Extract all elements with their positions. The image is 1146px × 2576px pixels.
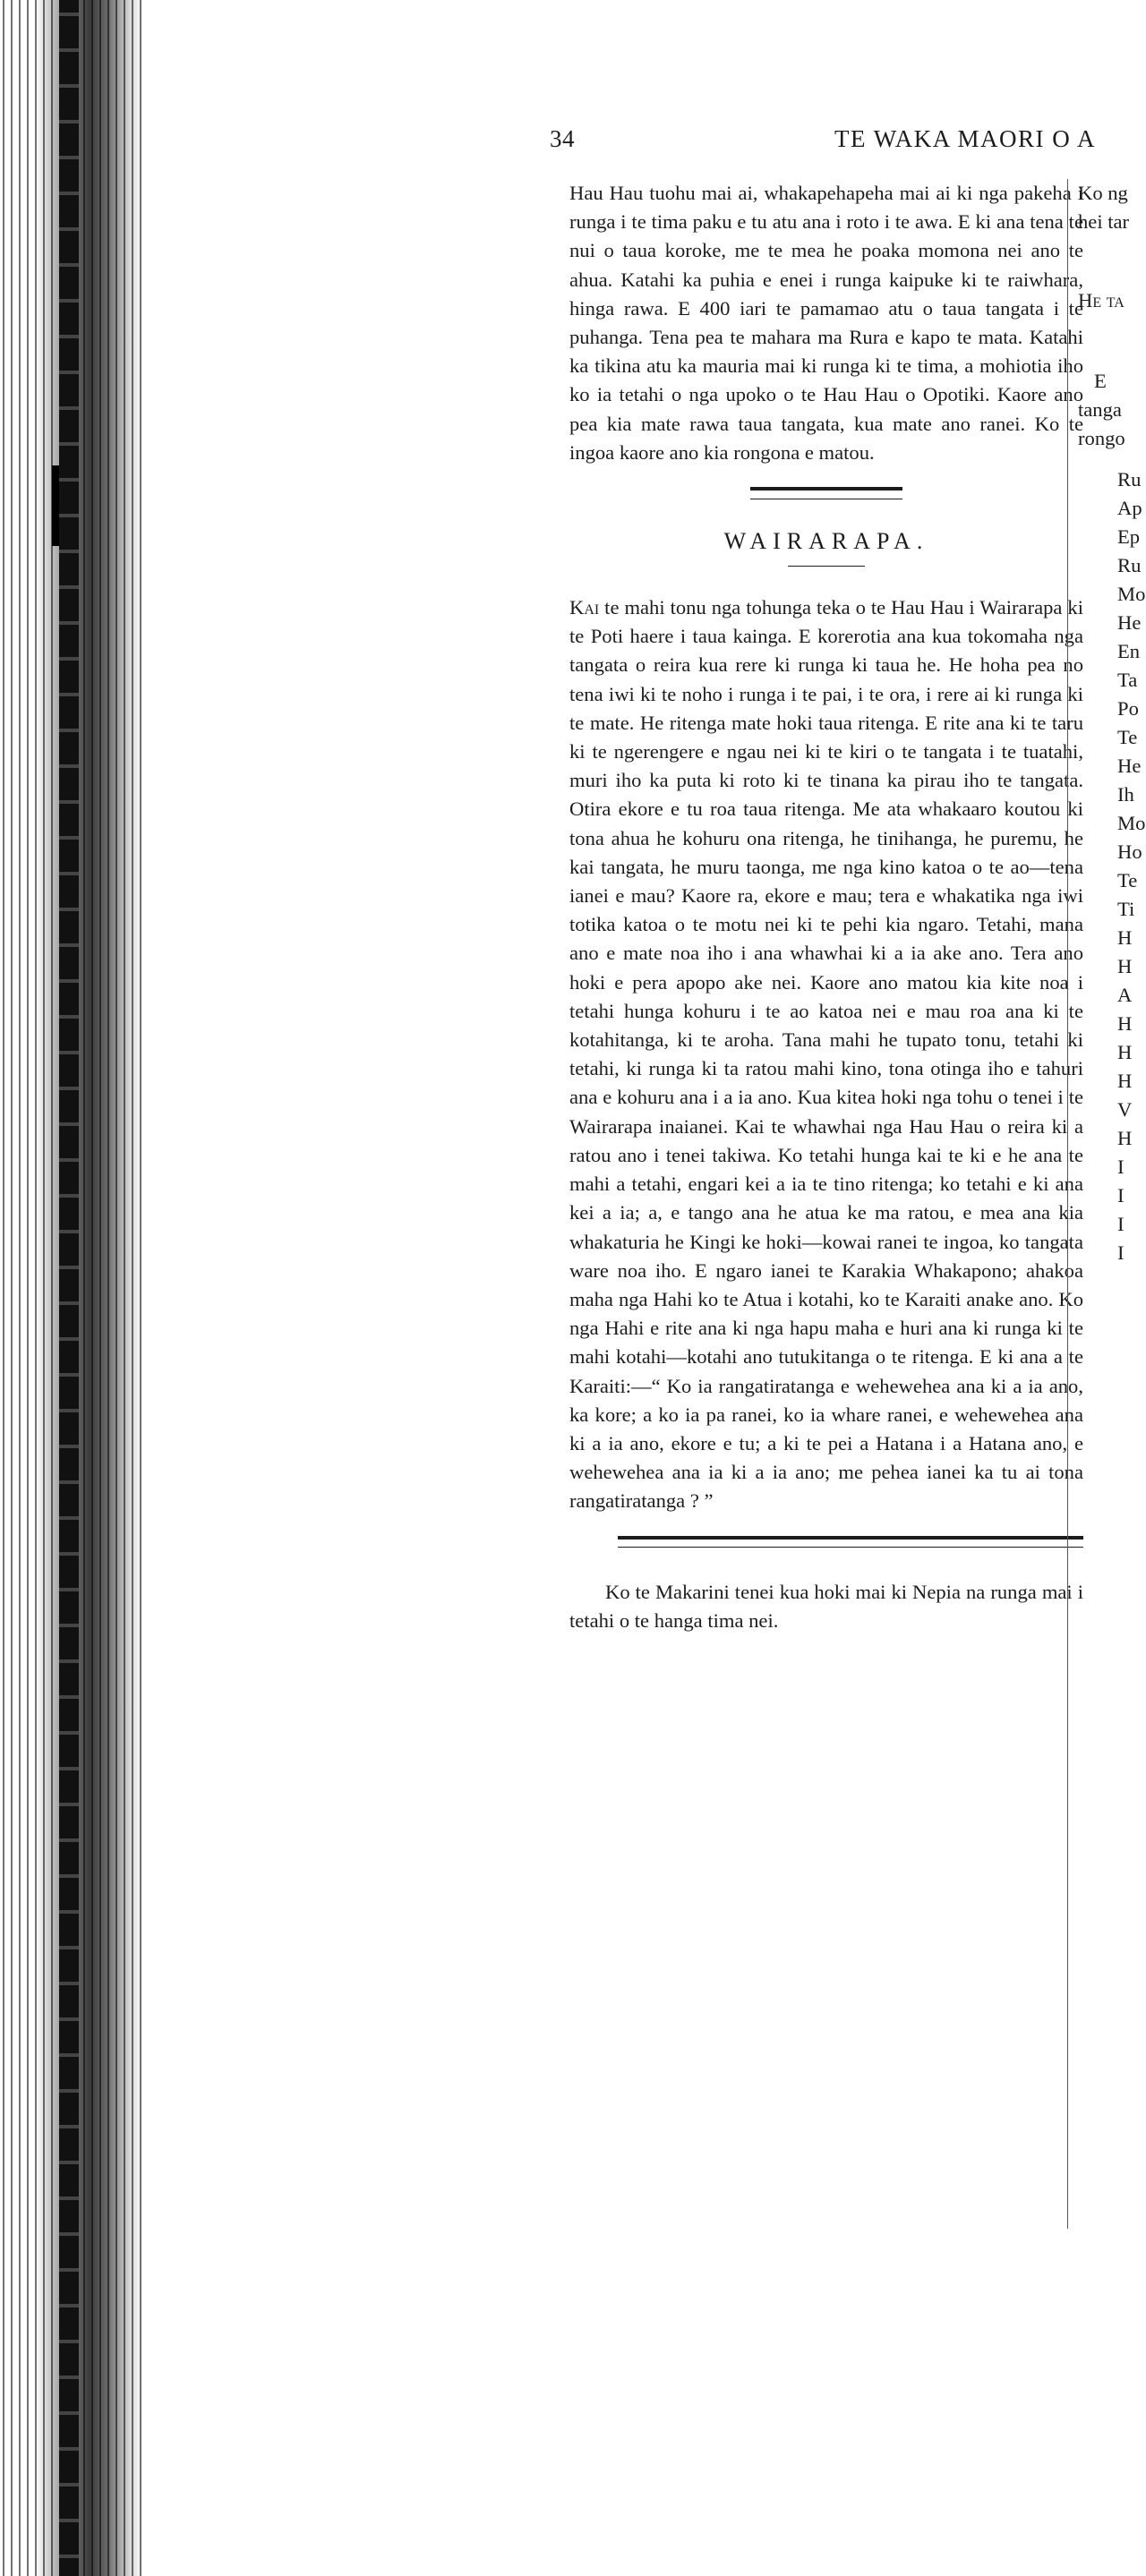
right-fragment: Ko ng: [1078, 182, 1128, 204]
right-fragment: Ru: [1117, 468, 1142, 490]
right-fragment: A: [1117, 984, 1133, 1006]
right-fragment: H: [1117, 1127, 1133, 1149]
right-fragment: I: [1117, 1184, 1125, 1207]
right-column-clipped: [1078, 179, 1146, 2148]
right-fragment: Ru: [1117, 554, 1142, 576]
right-fragment: H: [1117, 1041, 1133, 1063]
running-title: TE WAKA MAORI O A: [834, 125, 1097, 152]
right-fragment: H: [1117, 955, 1133, 977]
binding-shadow: [59, 0, 79, 2576]
section-first-word: Kai: [569, 596, 600, 619]
right-fragment: Mo: [1117, 812, 1146, 834]
right-fragment: I: [1117, 1213, 1125, 1235]
right-fragment: Po: [1117, 697, 1139, 720]
intro-paragraph: Hau Hau tuohu mai ai, whakapehapeha mai ai ki nga pakeha i runga i te tima paku e tu atu ana i roto i te awa. E ki ana tena te nui o taua koroke, me te mea he poaka momona nei ano te ahua. Katahi ka puhia e enei i runga kaipuke ki te raiwhara, hinga rawa. E 400 iari te pamamao atu o taua tangata i te puhanga. Tena pea te mahara ma Rura e kapo te mata. Katahi ka tikina atu ka mauria mai ki runga ki te tima, a mohiotia iho ko ia tetahi o nga upoko o te Hau Hau o Opotiki. Kaore ano pea kia mate rawa taua tangata, kua mate ano ranei. Ko te ingoa kaore ano kia rongona e matou.: [569, 182, 1083, 464]
right-fragment: He: [1117, 611, 1142, 634]
closing-paragraph: Ko te Makarini tenei kua hoki mai ki Nepia na runga mai i tetahi o te hanga tima nei.: [569, 1580, 1083, 1632]
right-fragment: He: [1117, 755, 1142, 777]
right-fragment: V: [1117, 1098, 1133, 1121]
right-fragment: E: [1094, 370, 1107, 392]
closing-divider: [618, 1536, 1083, 1548]
right-fragment: He ta: [1078, 289, 1125, 311]
running-head: [550, 125, 1146, 161]
right-fragment: H: [1117, 1070, 1133, 1092]
right-fragment: tanga: [1078, 398, 1122, 421]
right-fragment: H: [1117, 926, 1133, 949]
right-fragment: H: [1117, 1012, 1133, 1035]
right-fragment: Ep: [1117, 525, 1141, 548]
right-fragment: Ho: [1117, 840, 1142, 863]
column-rule: [1067, 179, 1068, 2229]
section-body: te mahi tonu nga tohunga teka o te Hau Hau i Wairarapa ki te Poti haere i taua kainga. E korerotia ana kua tokomaha nga tangata o reira kua rere ki runga ki taua he. He hoha pea no tena iwi ki te noho i runga i te pai, i te ora, i rere ai ki runga ki te mate. He ritenga mate hoki taua ritenga. E rite ana ki te taru ki te ngerengere e ngau nei ki te kiri o te tangata i te tuatahi, muri iho ka puta ki roto ki te tinana ka pirau iho te tangata. Otira ekore e tu roa taua ritenga. Me ata whakaaro koutou ki tona ahua he kohuru ona ritenga, he tinihanga, he puremu, he kai tangata, he muru taonga, me nga kino katoa o te ao—tena ianei e mau? Kaore ra, ekore e mau; tera e whakatika nga iwi totika katoa o te motu nei ki te pehi kia ngaro. Tetahi, mana ano e mate noa iho i ana whawhai ki a ia ake ano. Tera ano hoki e pera apopo ake nei. Kaore ano matou kia kite noa i tetahi hunga kohuru i te ao katoa nei e mau roa ana ki te kotahitanga, ki te aroha. Tana mahi he tupato tonu, tetahi ki tetahi, ki runga ki ta ratou mahi kino, tona otinga iho e tahuri ana e kohuru ana i a ia ano. Kua kitea hoki nga tohu o tenei i te Wairarapa inaianei. Kai te whawhai nga Hau Hau o reira ki a ratou ano i tenei takiwa. Ko tetahi hunga kai te ki e he ana te mahi a tetahi, engari kei a ia te tino ritenga; ko tetahi e ki ana kei a ia; a, e tango ana he atua ke ma ratou, e mea ana kia whakaturia he Kingi ke hoki—kowai ranei te ingoa, ko tangata ware noa iho. E ngaro ianei te Karakia Whakapono; ahakoa maha nga Hahi ko te Atua i kotahi, ko te Karaiti anake ano. Ko nga Hahi e rite ana ki nga hapu maha e huri ana ki runga ki te mahi kotahi—kotahi ano tutukitanga o te ritenga. E ki ana a te Karaiti:—“ Ko ia rangatiratanga e wehewehea ana ki a ia ano, ka kore; a ko ia pa ranei, ko ia whare ranei, e wehewehea ana ki a ia ano, ekore e tu; a ki te pei a Hatana i a Hatana ano, e wehewehea ana ia ki a ia ano; me pehea ianei ka tu ai tona rangatiratanga ? ”: [569, 596, 1083, 1513]
right-fragment: En: [1117, 640, 1141, 662]
title-rule: [788, 566, 865, 567]
right-fragment: Ap: [1117, 497, 1142, 519]
section-divider: [750, 487, 902, 499]
right-fragment: Ti: [1117, 898, 1135, 920]
right-fragment: Te: [1117, 726, 1138, 748]
page-number: 34: [550, 125, 575, 152]
right-fragment: Te: [1117, 869, 1138, 891]
right-fragment: I: [1117, 1156, 1125, 1178]
right-fragment: rongo: [1078, 427, 1125, 449]
right-fragment: Mo: [1117, 583, 1146, 605]
section-title: WAIRARAPA.: [723, 528, 929, 555]
section-paragraph: [569, 593, 1083, 1516]
right-fragment: hei tar: [1078, 210, 1130, 233]
main-column: [569, 179, 1083, 1635]
right-fragment: I: [1117, 1241, 1125, 1264]
right-fragment: Ih: [1117, 783, 1134, 806]
binding-mark: [52, 465, 59, 546]
right-fragment: Ta: [1117, 669, 1138, 691]
